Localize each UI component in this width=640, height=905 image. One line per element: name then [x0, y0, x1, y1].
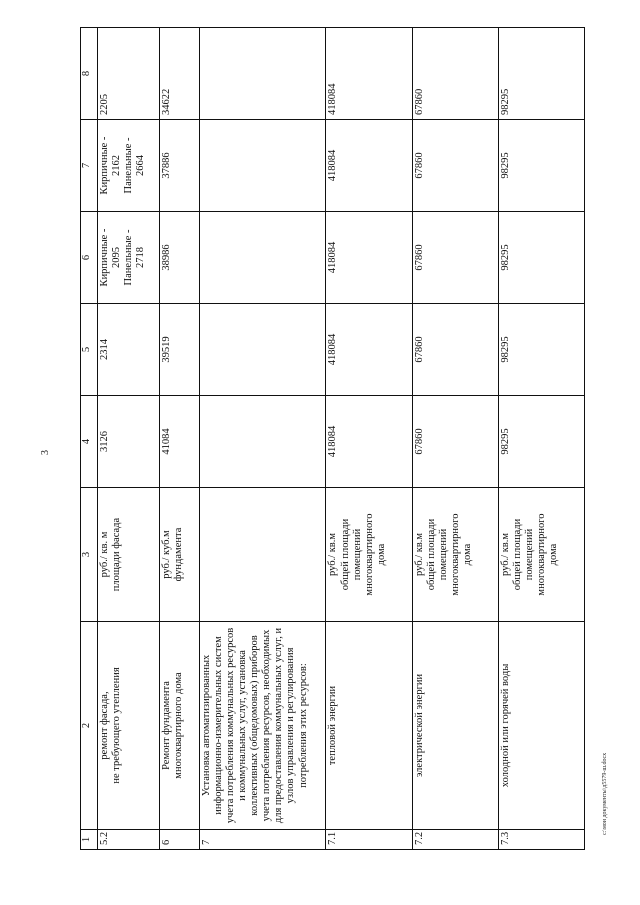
table-cell-num: 7 [200, 830, 326, 850]
header-cell: 6 [81, 212, 98, 304]
table-cell-c7 [200, 120, 326, 212]
table-cell-c8: 418084 [326, 28, 412, 120]
table-cell-unit [200, 488, 326, 622]
table-cell-name: электрической энергии [412, 622, 498, 830]
table-cell-num: 6 [160, 830, 200, 850]
table-cell-num: 5.2 [98, 830, 160, 850]
table-cell-c4 [200, 396, 326, 488]
table-cell-c7: Кирпичные - 2162 Панельные - 2664 [98, 120, 160, 212]
table-cell-name: холодной или горячей воды [498, 622, 584, 830]
table-cell-c5: 2314 [98, 304, 160, 396]
table-cell-unit: руб./ кв. м площади фасада [98, 488, 160, 622]
cost-table [80, 27, 585, 850]
table-cell-c6 [200, 212, 326, 304]
table-row [200, 28, 326, 850]
table-cell-c6: 98295 [498, 212, 584, 304]
table-row [498, 28, 584, 850]
table-cell-c5: 98295 [498, 304, 584, 396]
table-cell-c7: 418084 [326, 120, 412, 212]
table-cell-unit: руб./ кв.м общей площади помещений многоквартирного дома [412, 488, 498, 622]
header-cell: 1 [81, 830, 98, 850]
table-cell-c4: 418084 [326, 396, 412, 488]
table-row [160, 28, 200, 850]
header-cell: 8 [81, 28, 98, 120]
table-cell-unit: руб./ куб.м фундамента [160, 488, 200, 622]
header-row [81, 28, 98, 850]
table-cell-c8: 67860 [412, 28, 498, 120]
table-cell-name: тепловой энергии [326, 622, 412, 830]
table-cell-num: 7.3 [498, 830, 584, 850]
table-cell-c5: 418084 [326, 304, 412, 396]
table-cell-name: Установка автоматизированных информационно-измерительных систем учета потребления коммунальных ресурсов и коммунальных услуг, установка коллективных (общедомовых) приборов учета потребления ресурсов, необходимых для предоставления коммунальных услуг, и узлов управления и регулирования потребления этих ресурсов: [200, 622, 326, 830]
table-cell-num: 7.1 [326, 830, 412, 850]
table-cell-c4: 67860 [412, 396, 498, 488]
table-cell-unit: руб./ кв.м общей площади помещений многоквартирного дома [498, 488, 584, 622]
header-cell: 4 [81, 396, 98, 488]
table-cell-c5: 39519 [160, 304, 200, 396]
table-cell-c8: 34622 [160, 28, 200, 120]
table-cell-c8: 98295 [498, 28, 584, 120]
footer-path: с:\мои документы\д5579-ш.docx [602, 752, 608, 835]
table-cell-c6: 38986 [160, 212, 200, 304]
table-cell-c6: 418084 [326, 212, 412, 304]
table-cell-c4: 41084 [160, 396, 200, 488]
table-cell-c7: 67860 [412, 120, 498, 212]
header-cell: 7 [81, 120, 98, 212]
table-cell-c4: 98295 [498, 396, 584, 488]
table-cell-c5: 67860 [412, 304, 498, 396]
table-cell-name: Ремонт фундамента многоквартирного дома [160, 622, 200, 830]
page-number: 3 [40, 450, 51, 455]
table-cell-c7: 37886 [160, 120, 200, 212]
table-cell-c4: 3126 [98, 396, 160, 488]
table-row [98, 28, 160, 850]
table-row [326, 28, 412, 850]
table-cell-c7: 98295 [498, 120, 584, 212]
table-cell-unit: руб./ кв.м общей площади помещений многоквартирного дома [326, 488, 412, 622]
header-cell: 3 [81, 488, 98, 622]
rotated-table-container [80, 28, 585, 850]
table-cell-c8 [200, 28, 326, 120]
table-cell-c5 [200, 304, 326, 396]
table-cell-c8: 2205 [98, 28, 160, 120]
header-cell: 5 [81, 304, 98, 396]
table-cell-c6: Кирпичные - 2095 Панельные - 2718 [98, 212, 160, 304]
table-cell-name: ремонт фасада, не требующего утепления [98, 622, 160, 830]
table-cell-c6: 67860 [412, 212, 498, 304]
table-cell-num: 7.2 [412, 830, 498, 850]
table-row [412, 28, 498, 850]
header-cell: 2 [81, 622, 98, 830]
